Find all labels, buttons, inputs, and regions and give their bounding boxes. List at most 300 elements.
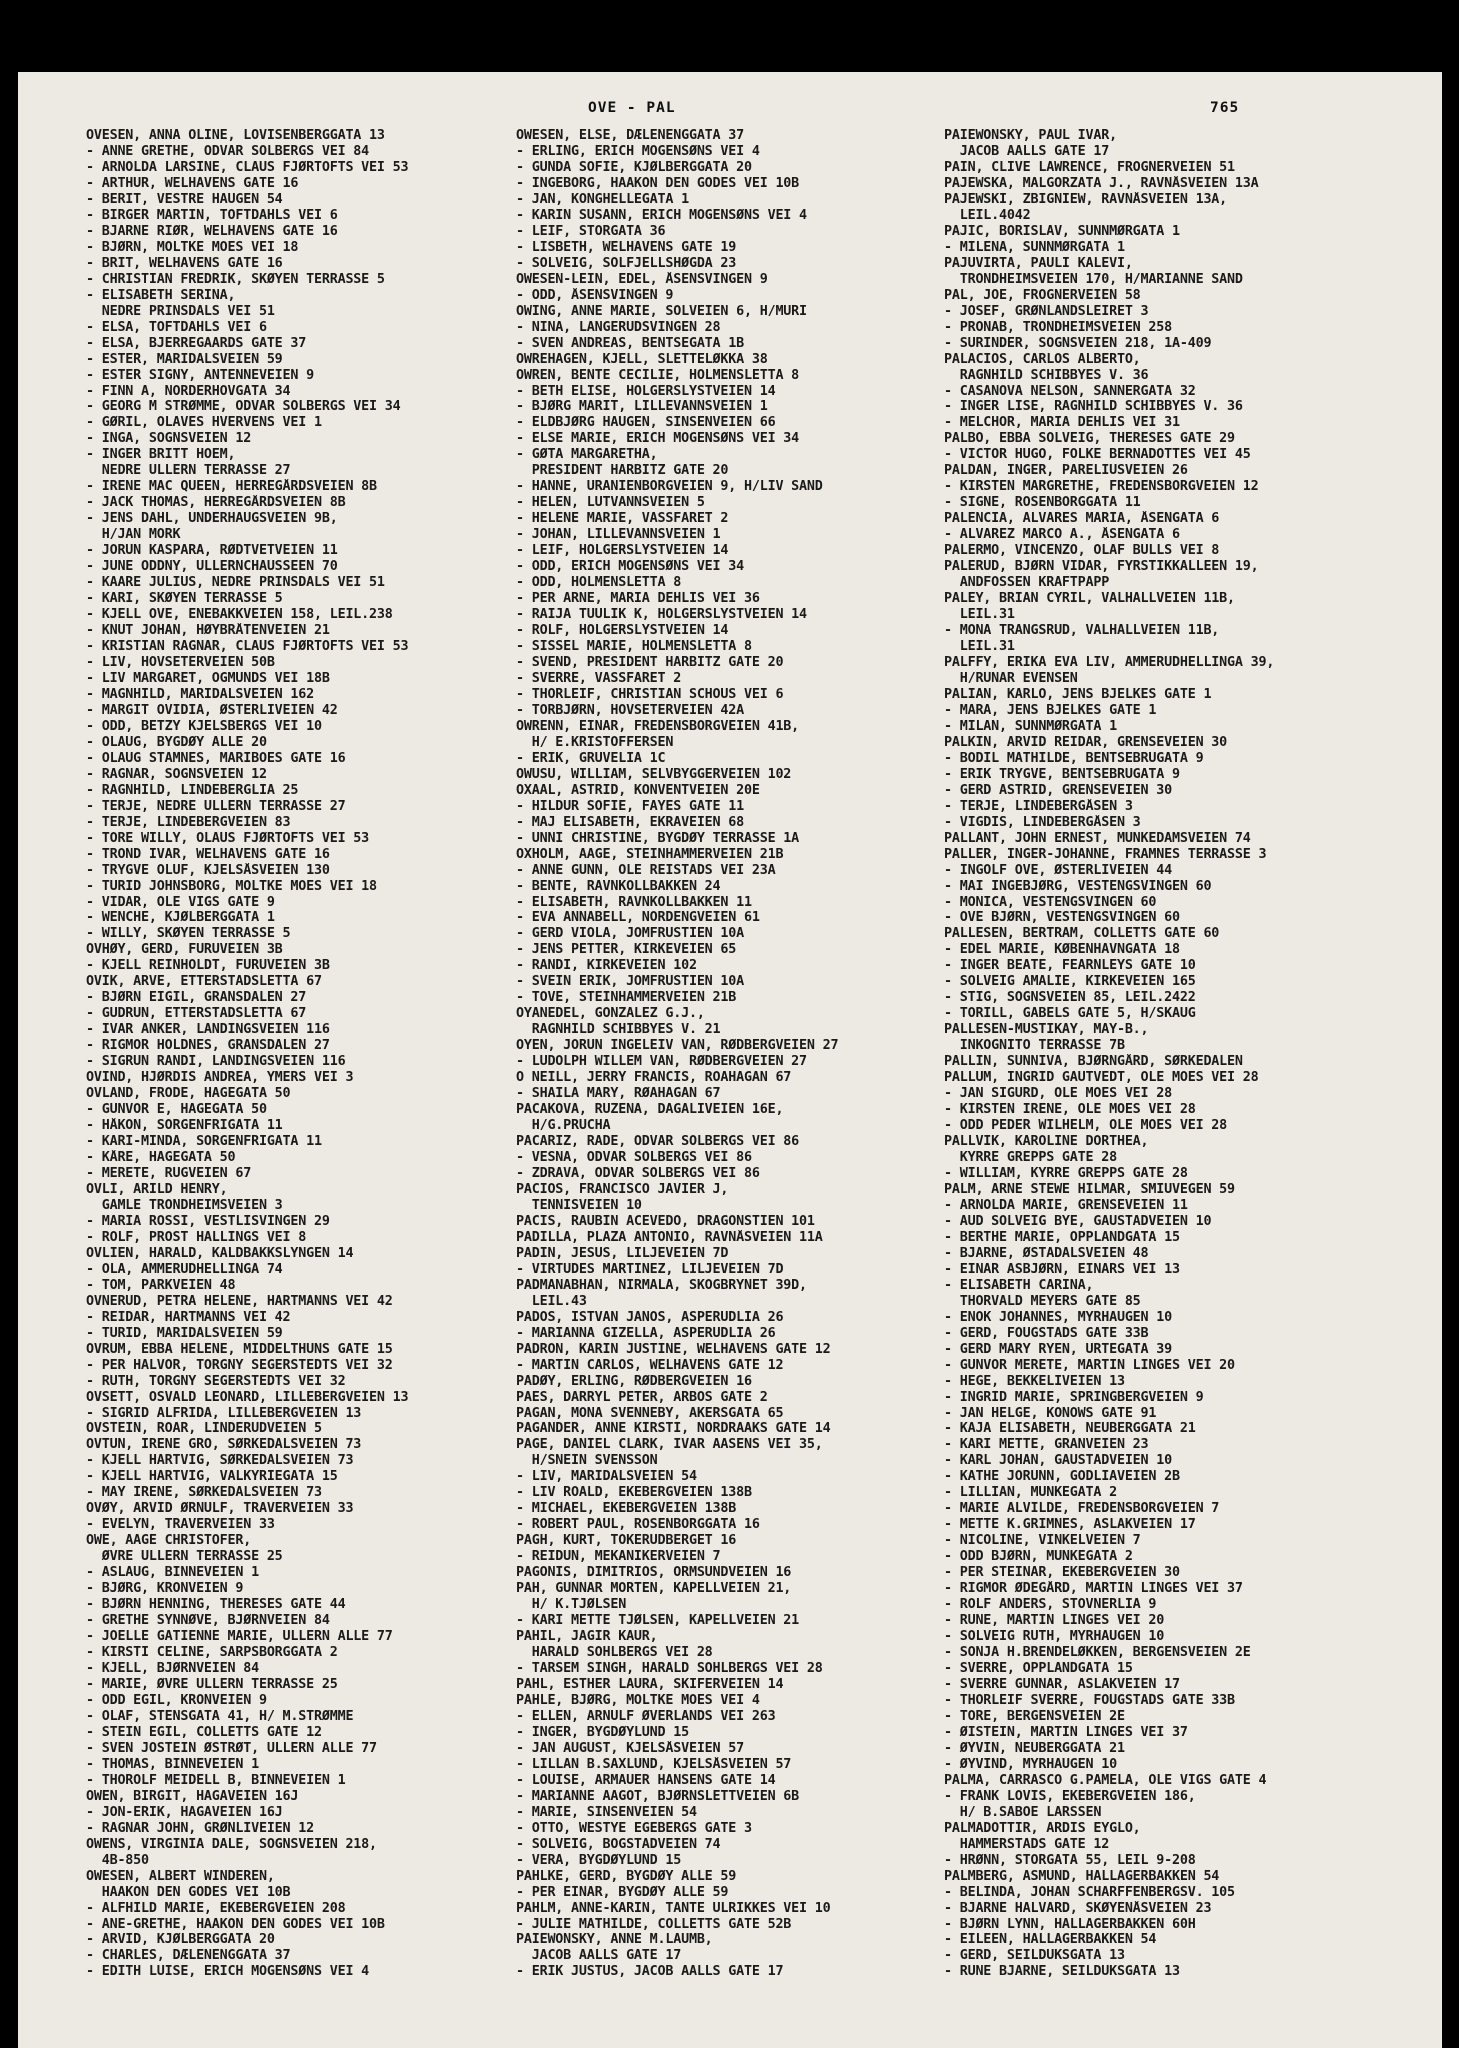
- directory-entry-line: - LIV ROALD, EKEBERGVEIEN 138B: [516, 1485, 752, 1501]
- directory-entry-line: - STIG, SOGNSVEIEN 85, LEIL.2422: [944, 990, 1196, 1006]
- directory-entry-line: - HEGE, BEKKELIVEIEN 13: [944, 1373, 1125, 1389]
- directory-entry-line: OWESEN, ALBERT WINDEREN,: [86, 1868, 275, 1884]
- directory-entry-line: - TORE, BERGENSVEIEN 2E: [944, 1708, 1125, 1724]
- listing-column-1: [86, 128, 518, 1980]
- directory-entry-line: - EINAR ASBJØRN, EINARS VEI 13: [944, 1261, 1180, 1277]
- directory-entry-line: OWEN, BIRGIT, HAGAVEIEN 16J: [86, 1788, 299, 1804]
- directory-entry-line: - KJELL OVE, ENEBAKKVEIEN 158, LEIL.238: [86, 607, 393, 623]
- directory-entry-line: - MICHAEL, EKEBERGVEIEN 138B: [516, 1501, 737, 1517]
- directory-entry-line: - THOMAS, BINNEVEIEN 1: [86, 1756, 259, 1772]
- directory-entry-line: INKOGNITO TERRASSE 7B: [944, 1038, 1125, 1054]
- directory-entry-line: - SIGNE, ROSENBORGGATA 11: [944, 495, 1141, 511]
- directory-entry-line: - GERD, SEILDUKSGATA 13: [944, 1948, 1125, 1964]
- directory-entry-line: - EVA ANNABELL, NORDENGVEIEN 61: [516, 910, 760, 926]
- directory-entry-line: OWESEN-LEIN, EDEL, ÅSENSVINGEN 9: [516, 271, 768, 287]
- directory-entry-line: - MILAN, SUNNMØRGATA 1: [944, 718, 1117, 734]
- directory-entry-line: THORVALD MEYERS GATE 85: [944, 1293, 1141, 1309]
- directory-entry-line: - SVEIN ERIK, JOMFRUSTIEN 10A: [516, 974, 744, 990]
- directory-entry-line: - VIGDIS, LINDEBERGÅSEN 3: [944, 814, 1141, 830]
- directory-entry-line: - KIRSTEN IRENE, OLE MOES VEI 28: [944, 1102, 1196, 1118]
- directory-entry-line: H/G.PRUCHA: [516, 1118, 611, 1134]
- directory-entry-line: ØVRE ULLERN TERRASSE 25: [86, 1549, 283, 1565]
- directory-entry-line: - GUNVOR E, HAGEGATA 50: [86, 1102, 267, 1118]
- directory-entry-line: - RAGNHILD, LINDEBERGLIA 25: [86, 782, 299, 798]
- directory-entry-line: PADØY, ERLING, RØDBERGVEIEN 16: [516, 1373, 752, 1389]
- directory-entry-line: - MAY IRENE, SØRKEDALSVEIEN 73: [86, 1485, 322, 1501]
- directory-entry-line: OVRUM, EBBA HELENE, MIDDELTHUNS GATE 15: [86, 1341, 393, 1357]
- directory-entry-line: JACOB AALLS GATE 17: [516, 1948, 682, 1964]
- directory-entry-line: - RAIJA TUULIK K, HOLGERSLYSTVEIEN 14: [516, 607, 807, 623]
- directory-entry-line: PALEY, BRIAN CYRIL, VALHALLVEIEN 11B,: [944, 591, 1235, 607]
- directory-entry-line: - BIRGER MARTIN, TOFTDAHLS VEI 6: [86, 207, 338, 223]
- directory-entry-line: PAHLE, BJØRG, MOLTKE MOES VEI 4: [516, 1692, 760, 1708]
- directory-entry-line: PALDAN, INGER, PARELIUSVEIEN 26: [944, 463, 1188, 479]
- directory-entry-line: - ELSA, TOFTDAHLS VEI 6: [86, 319, 267, 335]
- directory-entry-line: - KATHE JORUNN, GODLIAVEIEN 2B: [944, 1469, 1180, 1485]
- directory-entry-line: - MARIANNA GIZELLA, ASPERUDLIA 26: [516, 1325, 776, 1341]
- directory-entry-line: - SISSEL MARIE, HOLMENSLETTA 8: [516, 639, 752, 654]
- directory-entry-line: PAGH, KURT, TOKERUDBERGET 16: [516, 1533, 737, 1549]
- directory-entry-line: OVLI, ARILD HENRY,: [86, 1181, 228, 1197]
- directory-entry-line: - RAGNAR JOHN, GRØNLIVEIEN 12: [86, 1820, 314, 1836]
- directory-entry-line: - ODD EGIL, KRONVEIEN 9: [86, 1692, 267, 1708]
- directory-entry-line: OVTUN, IRENE GRO, SØRKEDALSVEIEN 73: [86, 1437, 362, 1453]
- directory-entry-line: H/SNEIN SVENSSON: [516, 1453, 658, 1469]
- directory-entry-line: PAGONIS, DIMITRIOS, ORMSUNDVEIEN 16: [516, 1565, 792, 1581]
- directory-entry-line: - LISBETH, WELHAVENS GATE 19: [516, 239, 737, 255]
- directory-entry-line: OYANEDEL, GONZALEZ G.J.,: [516, 1006, 705, 1022]
- directory-entry-line: - WILLY, SKØYEN TERRASSE 5: [86, 926, 291, 942]
- directory-entry-line: - INGEBORG, HAAKON DEN GODES VEI 10B: [516, 175, 800, 191]
- directory-entry-line: LEIL.31: [944, 607, 1015, 623]
- directory-entry-line: - JAN, KONGHELLEGATA 1: [516, 191, 689, 207]
- directory-entry-line: - KAARE JULIUS, NEDRE PRINSDALS VEI 51: [86, 575, 385, 591]
- directory-entry-line: - VICTOR HUGO, FOLKE BERNADOTTES VEI 45: [944, 447, 1251, 463]
- directory-entry-line: - ERIK, GRUVELIA 1C: [516, 750, 666, 766]
- directory-entry-line: - ØYVIN, NEUBERGGATA 21: [944, 1740, 1125, 1756]
- directory-entry-line: - MARIANNE AAGOT, BJØRNSLETTVEIEN 6B: [516, 1788, 800, 1804]
- directory-entry-line: - JENS DAHL, UNDERHAUGSVEIEN 9B,: [86, 511, 338, 527]
- directory-entry-line: PAHL, ESTHER LAURA, SKIFERVEIEN 14: [516, 1676, 784, 1692]
- directory-entry-line: - JUNE ODDNY, ULLERNCHAUSSEEN 70: [86, 559, 338, 575]
- directory-entry-line: - TORILL, GABELS GATE 5, H/SKAUG: [944, 1006, 1196, 1022]
- directory-entry-line: - MARIA ROSSI, VESTLISVINGEN 29: [86, 1213, 330, 1229]
- directory-entry-line: - LILLIAN, MUNKEGATA 2: [944, 1485, 1117, 1501]
- directory-entry-line: PADIN, JESUS, LILJEVEIEN 7D: [516, 1245, 729, 1261]
- directory-entry-line: - ARNOLDA MARIE, GRENSEVEIEN 11: [944, 1197, 1188, 1213]
- directory-entry-line: - TORBJØRN, HOVSETERVEIEN 42A: [516, 702, 744, 718]
- directory-entry-line: - GUNVOR MERETE, MARTIN LINGES VEI 20: [944, 1357, 1235, 1373]
- directory-entry-line: - BJARNE HALVARD, SKØYENÅSVEIEN 23: [944, 1900, 1212, 1916]
- directory-entry-line: OVIND, HJØRDIS ANDREA, YMERS VEI 3: [86, 1070, 354, 1086]
- directory-entry-line: - GØRIL, OLAVES HVERVENS VEI 1: [86, 415, 322, 431]
- directory-entry-line: - AUD SOLVEIG BYE, GAUSTADVEIEN 10: [944, 1213, 1212, 1229]
- directory-entry-line: PALLANT, JOHN ERNEST, MUNKEDAMSVEIEN 74: [944, 830, 1251, 846]
- listing-column-2: [516, 128, 948, 1980]
- directory-entry-line: PALFFY, ERIKA EVA LIV, AMMERUDHELLINGA 39,: [944, 654, 1275, 670]
- directory-entry-line: - ALFHILD MARIE, EKEBERGVEIEN 208: [86, 1900, 346, 1916]
- directory-entry-line: PALLUM, INGRID GAUTVEDT, OLE MOES VEI 28: [944, 1070, 1259, 1086]
- directory-entry-line: - WILLIAM, KYRRE GREPPS GATE 28: [944, 1165, 1188, 1181]
- directory-entry-line: - OLAUG STAMNES, MARIBOES GATE 16: [86, 750, 346, 766]
- directory-entry-line: - MONA TRANGSRUD, VALHALLVEIEN 11B,: [944, 623, 1220, 639]
- directory-entry-line: - BJARNE RIØR, WELHAVENS GATE 16: [86, 223, 338, 239]
- directory-entry-line: - TURID JOHNSBORG, MOLTKE MOES VEI 18: [86, 878, 377, 894]
- directory-entry-line: - RIGMOR HOLDNES, GRANSDALEN 27: [86, 1038, 330, 1054]
- directory-entry-line: - ODD, ÅSENSVINGEN 9: [516, 287, 674, 303]
- directory-entry-line: - CHARLES, DÆLENENGGATA 37: [86, 1948, 291, 1964]
- directory-entry-line: - SIGRUN RANDI, LANDINGSVEIEN 116: [86, 1054, 346, 1070]
- directory-entry-line: OWING, ANNE MARIE, SOLVEIEN 6, H/MURI: [516, 303, 807, 319]
- directory-entry-line: - ODD, BETZY KJELSBERGS VEI 10: [86, 718, 322, 734]
- directory-entry-line: - BERIT, VESTRE HAUGEN 54: [86, 191, 283, 207]
- directory-entry-line: OWREN, BENTE CECILIE, HOLMENSLETTA 8: [516, 367, 800, 383]
- directory-entry-line: PALKIN, ARVID REIDAR, GRENSEVEIEN 30: [944, 734, 1228, 750]
- directory-entry-line: PADOS, ISTVAN JANOS, ASPERUDLIA 26: [516, 1309, 784, 1325]
- directory-entry-line: - JULIE MATHILDE, COLLETTS GATE 52B: [516, 1916, 792, 1932]
- directory-entry-line: - BJØRG, KRONVEIEN 9: [86, 1581, 244, 1597]
- directory-entry-line: - MARA, JENS BJELKES GATE 1: [944, 702, 1157, 718]
- directory-entry-line: - SOLVEIG, BOGSTADVEIEN 74: [516, 1836, 721, 1852]
- directory-entry-line: - GUDRUN, ETTERSTADSLETTA 67: [86, 1006, 307, 1022]
- directory-entry-line: OVHØY, GERD, FURUVEIEN 3B: [86, 942, 283, 958]
- directory-entry-line: PAL, JOE, FROGNERVEIEN 58: [944, 287, 1141, 303]
- directory-entry-line: OXAAL, ASTRID, KONVENTVEIEN 20E: [516, 782, 760, 798]
- directory-entry-line: PAES, DARRYL PETER, ARBOS GATE 2: [516, 1389, 768, 1405]
- directory-entry-line: - SVEN ANDREAS, BENTSEGATA 1B: [516, 335, 744, 351]
- directory-entry-line: - OLA, AMMERUDHELLINGA 74: [86, 1261, 283, 1277]
- directory-entry-line: - BJØRN EIGIL, GRANSDALEN 27: [86, 990, 307, 1006]
- directory-entry-line: - JENS PETTER, KIRKEVEIEN 65: [516, 942, 737, 958]
- directory-entry-line: PADRON, KARIN JUSTINE, WELHAVENS GATE 12: [516, 1341, 831, 1357]
- directory-entry-line: - INGRID MARIE, SPRINGBERGVEIEN 9: [944, 1389, 1204, 1405]
- directory-entry-line: - TARSEM SINGH, HARALD SOHLBERGS VEI 28: [516, 1661, 823, 1676]
- directory-entry-line: PAHLM, ANNE-KARIN, TANTE ULRIKKES VEI 10: [516, 1900, 831, 1916]
- directory-entry-line: PALENCIA, ALVARES MARIA, ÅSENGATA 6: [944, 511, 1220, 527]
- directory-entry-line: - SVEN JOSTEIN ØSTRØT, ULLERN ALLE 77: [86, 1740, 377, 1756]
- directory-entry-line: - GERD, FOUGSTADS GATE 33B: [944, 1325, 1149, 1341]
- directory-entry-line: - SVERRE GUNNAR, ASLAKVEIEN 17: [944, 1676, 1180, 1692]
- directory-entry-line: - OTTO, WESTYE EGEBERGS GATE 3: [516, 1820, 752, 1836]
- directory-entry-line: - INGA, SOGNSVEIEN 12: [86, 431, 252, 447]
- directory-entry-line: - EDITH LUISE, ERICH MOGENSØNS VEI 4: [86, 1964, 370, 1980]
- directory-entry-line: - ELISABETH CARINA,: [944, 1277, 1094, 1293]
- directory-entry-line: - SOLVEIG, SOLFJELLSHØGDA 23: [516, 255, 737, 271]
- directory-entry-line: - PER ARNE, MARIA DEHLIS VEI 36: [516, 591, 760, 607]
- directory-entry-line: - KIRSTEN MARGRETHE, FREDENSBORGVEIEN 12: [944, 479, 1259, 495]
- directory-entry-line: - MELCHOR, MARIA DEHLIS VEI 31: [944, 415, 1180, 431]
- directory-entry-line: - OLAUG, BYGDØY ALLE 20: [86, 734, 267, 750]
- directory-entry-line: - KRISTIAN RAGNAR, CLAUS FJØRTOFTS VEI 53: [86, 639, 409, 654]
- directory-entry-line: - HILDUR SOFIE, FAYES GATE 11: [516, 798, 744, 814]
- directory-entry-line: - ELLEN, ARNULF ØVERLANDS VEI 263: [516, 1708, 776, 1724]
- directory-entry-line: - ERIK TRYGVE, BENTSEBRUGATA 9: [944, 766, 1180, 782]
- directory-entry-line: PALIAN, KARLO, JENS BJELKES GATE 1: [944, 686, 1212, 702]
- directory-entry-line: PALLER, INGER-JOHANNE, FRAMNES TERRASSE 3: [944, 846, 1267, 862]
- directory-entry-line: - ELSE MARIE, ERICH MOGENSØNS VEI 34: [516, 431, 800, 447]
- directory-entry-line: OWESEN, ELSE, DÆLENENGGATA 37: [516, 128, 744, 143]
- page-header: [18, 100, 1442, 124]
- directory-entry-line: - SURINDER, SOGNSVEIEN 218, 1A-409: [944, 335, 1212, 351]
- directory-entry-line: - SVERRE, VASSFARET 2: [516, 670, 682, 686]
- directory-entry-line: - HELENE MARIE, VASSFARET 2: [516, 511, 729, 527]
- directory-entry-line: - ANNE GUNN, OLE REISTADS VEI 23A: [516, 862, 776, 878]
- directory-entry-line: - VIDAR, OLE VIGS GATE 9: [86, 894, 275, 910]
- directory-entry-line: - TURID, MARIDALSVEIEN 59: [86, 1325, 283, 1341]
- directory-entry-line: PACARIZ, RADE, ODVAR SOLBERGS VEI 86: [516, 1134, 800, 1150]
- directory-entry-line: - ARTHUR, WELHAVENS GATE 16: [86, 175, 299, 191]
- directory-entry-line: - ARVID, KJØLBERGGATA 20: [86, 1932, 275, 1948]
- directory-entry-line: H/ B.SABOE LARSSEN: [944, 1804, 1102, 1820]
- directory-entry-line: - JOELLE GATIENNE MARIE, ULLERN ALLE 77: [86, 1629, 393, 1645]
- directory-entry-line: - ARNOLDA LARSINE, CLAUS FJØRTOFTS VEI 53: [86, 159, 409, 175]
- directory-entry-line: PALMBERG, ASMUND, HALLAGERBAKKEN 54: [944, 1868, 1220, 1884]
- directory-entry-line: - ELSA, BJERREGAARDS GATE 37: [86, 335, 307, 351]
- directory-entry-line: PALERMO, VINCENZO, OLAF BULLS VEI 8: [944, 543, 1220, 559]
- directory-entry-line: - INGER, BYGDØYLUND 15: [516, 1724, 689, 1740]
- directory-entry-line: - ØISTEIN, MARTIN LINGES VEI 37: [944, 1724, 1188, 1740]
- directory-entry-line: OVSTEIN, ROAR, LINDERUDVEIEN 5: [86, 1421, 322, 1437]
- page-number: 765: [1210, 100, 1240, 116]
- directory-entry-line: ANDFOSSEN KRAFTPAPP: [944, 575, 1110, 591]
- directory-entry-line: - MARGIT OVIDIA, ØSTERLIVEIEN 42: [86, 702, 338, 718]
- directory-entry-line: - GUNDA SOFIE, KJØLBERGGATA 20: [516, 159, 752, 175]
- directory-entry-line: KYRRE GREPPS GATE 28: [944, 1150, 1117, 1165]
- directory-entry-line: - IVAR ANKER, LANDINGSVEIEN 116: [86, 1022, 330, 1038]
- directory-entry-line: OXHOLM, AAGE, STEINHAMMERVEIEN 21B: [516, 846, 784, 862]
- directory-entry-line: PALLESEN-MUSTIKAY, MAY-B.,: [944, 1022, 1149, 1038]
- directory-entry-line: - BJARNE, ØSTADALSVEIEN 48: [944, 1245, 1149, 1261]
- directory-entry-line: - LIV MARGARET, OGMUNDS VEI 18B: [86, 670, 330, 686]
- directory-entry-line: - BETH ELISE, HOLGERSLYSTVEIEN 14: [516, 383, 776, 399]
- directory-entry-line: - GRETHE SYNNØVE, BJØRNVEIEN 84: [86, 1613, 330, 1629]
- directory-entry-line: - ØYVIND, MYRHAUGEN 10: [944, 1756, 1117, 1772]
- directory-entry-line: - ZDRAVA, ODVAR SOLBERGS VEI 86: [516, 1165, 760, 1181]
- directory-entry-line: PALLVIK, KAROLINE DORTHEA,: [944, 1134, 1149, 1150]
- directory-entry-line: - JACK THOMAS, HERREGÅRDSVEIEN 8B: [86, 495, 346, 511]
- directory-entry-line: PAJUVIRTA, PAULI KALEVI,: [944, 255, 1133, 271]
- directory-entry-line: - LILLAN B.SAXLUND, KJELSÅSVEIEN 57: [516, 1756, 792, 1772]
- directory-entry-line: - RUTH, TORGNY SEGERSTEDTS VEI 32: [86, 1373, 346, 1389]
- directory-entry-line: PAIEWONSKY, PAUL IVAR,: [944, 128, 1117, 143]
- directory-entry-line: PAH, GUNNAR MORTEN, KAPELLVEIEN 21,: [516, 1581, 792, 1597]
- directory-entry-line: - ALVAREZ MARCO A., ÅSENGATA 6: [944, 527, 1180, 543]
- directory-entry-line: - BJØRN, MOLTKE MOES VEI 18: [86, 239, 299, 255]
- directory-entry-line: - JOHAN, LILLEVANNSVEIEN 1: [516, 527, 721, 543]
- directory-entry-line: - REIDUN, MEKANIKERVEIEN 7: [516, 1549, 721, 1565]
- directory-entry-line: - RANDI, KIRKEVEIEN 102: [516, 958, 697, 974]
- directory-entry-line: - HÅKON, SORGENFRIGATA 11: [86, 1118, 283, 1134]
- directory-entry-line: PALLIN, SUNNIVA, BJØRNGÅRD, SØRKEDALEN: [944, 1054, 1243, 1070]
- directory-entry-line: - MAGNHILD, MARIDALSVEIEN 162: [86, 686, 314, 702]
- directory-entry-line: - KARI-MINDA, SORGENFRIGATA 11: [86, 1134, 322, 1150]
- directory-entry-line: - THORLEIF, CHRISTIAN SCHOUS VEI 6: [516, 686, 784, 702]
- directory-entry-line: - JAN HELGE, KONOWS GATE 91: [944, 1405, 1157, 1421]
- directory-entry-line: - IRENE MAC QUEEN, HERREGÅRDSVEIEN 8B: [86, 479, 377, 495]
- directory-entry-line: OWUSU, WILLIAM, SELVBYGGERVEIEN 102: [516, 766, 792, 782]
- directory-entry-line: - BJØRN LYNN, HALLAGERBAKKEN 60H: [944, 1916, 1196, 1932]
- directory-entry-line: - GEORG M STRØMME, ODVAR SOLBERGS VEI 34: [86, 399, 401, 415]
- directory-entry-line: - LEIF, HOLGERSLYSTVEIEN 14: [516, 543, 729, 559]
- directory-entry-line: - MILENA, SUNNMØRGATA 1: [944, 239, 1125, 255]
- directory-entry-line: - OLAF, STENSGATA 41, H/ M.STRØMME: [86, 1708, 354, 1724]
- directory-entry-line: H/RUNAR EVENSEN: [944, 670, 1078, 686]
- directory-entry-line: - ROLF, HOLGERSLYSTVEIEN 14: [516, 623, 729, 639]
- directory-entry-line: - METTE K.GRIMNES, ASLAKVEIEN 17: [944, 1517, 1196, 1533]
- directory-entry-line: - KJELL HARTVIG, SØRKEDALSVEIEN 73: [86, 1453, 354, 1469]
- directory-entry-line: PAJEWSKA, MALGORZATA J., RAVNÅSVEIEN 13A: [944, 175, 1259, 191]
- directory-entry-line: GAMLE TRONDHEIMSVEIEN 3: [86, 1197, 283, 1213]
- directory-entry-line: OWE, AAGE CHRISTOFER,: [86, 1533, 252, 1549]
- directory-entry-line: - BJØRG MARIT, LILLEVANNSVEIEN 1: [516, 399, 768, 415]
- directory-entry-line: JACOB AALLS GATE 17: [944, 143, 1110, 159]
- directory-entry-line: OVØY, ARVID ØRNULF, TRAVERVEIEN 33: [86, 1501, 354, 1517]
- directory-entry-line: - EDEL MARIE, KØBENHAVNGATA 18: [944, 942, 1180, 958]
- directory-entry-line: - LUDOLPH WILLEM VAN, RØDBERGVEIEN 27: [516, 1054, 807, 1070]
- directory-entry-line: - TERJE, LINDEBERGÅSEN 3: [944, 798, 1133, 814]
- directory-entry-line: O NEILL, JERRY FRANCIS, ROAHAGAN 67: [516, 1070, 792, 1086]
- directory-entry-line: - JAN SIGURD, OLE MOES VEI 28: [944, 1086, 1172, 1102]
- directory-entry-line: - BRIT, WELHAVENS GATE 16: [86, 255, 283, 271]
- directory-entry-line: OYEN, JORUN INGELEIV VAN, RØDBERGVEIEN 27: [516, 1038, 839, 1054]
- directory-entry-line: PAIEWONSKY, ANNE M.LAUMB,: [516, 1932, 713, 1948]
- directory-entry-line: H/ K.TJØLSEN: [516, 1597, 627, 1613]
- directory-page: [18, 72, 1442, 2048]
- directory-entry-line: PRESIDENT HARBITZ GATE 20: [516, 463, 729, 479]
- directory-entry-line: - SONJA H.BRENDELØKKEN, BERGENSVEIEN 2E: [944, 1645, 1251, 1661]
- directory-entry-line: OVLIEN, HARALD, KALDBAKKSLYNGEN 14: [86, 1245, 354, 1261]
- directory-entry-line: OVESEN, ANNA OLINE, LOVISENBERGGATA 13: [86, 128, 385, 143]
- directory-entry-line: PADILLA, PLAZA ANTONIO, RAVNÅSVEIEN 11A: [516, 1229, 823, 1245]
- directory-entry-line: - ANNE GRETHE, ODVAR SOLBERGS VEI 84: [86, 143, 370, 159]
- directory-entry-line: PALBO, EBBA SOLVEIG, THERESES GATE 29: [944, 431, 1235, 447]
- directory-entry-line: OVNERUD, PETRA HELENE, HARTMANNS VEI 42: [86, 1293, 393, 1309]
- directory-entry-line: - ELISABETH SERINA,: [86, 287, 236, 303]
- directory-entry-line: OVIK, ARVE, ETTERSTADSLETTA 67: [86, 974, 322, 990]
- directory-entry-line: - KJELL, BJØRNVEIEN 84: [86, 1661, 259, 1676]
- directory-entry-line: - ERIK JUSTUS, JACOB AALLS GATE 17: [516, 1964, 784, 1980]
- directory-entry-line: - KNUT JOHAN, HØYBRÅTENVEIEN 21: [86, 623, 330, 639]
- directory-entry-line: - JORUN KASPARA, RØDTVETVEIEN 11: [86, 543, 338, 559]
- directory-entry-line: - BENTE, RAVNKOLLBAKKEN 24: [516, 878, 721, 894]
- directory-entry-line: - MARIE, ØVRE ULLERN TERRASSE 25: [86, 1676, 338, 1692]
- directory-entry-line: PAGANDER, ANNE KIRSTI, NORDRAAKS GATE 14: [516, 1421, 831, 1437]
- directory-entry-line: - ASLAUG, BINNEVEIEN 1: [86, 1565, 259, 1581]
- directory-entry-line: - FRANK LOVIS, EKEBERGVEIEN 186,: [944, 1788, 1196, 1804]
- directory-entry-line: H/ E.KRISTOFFERSEN: [516, 734, 674, 750]
- directory-entry-line: PAHLKE, GERD, BYGDØY ALLE 59: [516, 1868, 737, 1884]
- directory-entry-line: - INGER BRITT HOEM,: [86, 447, 236, 463]
- directory-entry-line: - PER STEINAR, EKEBERGVEIEN 30: [944, 1565, 1180, 1581]
- directory-entry-line: LEIL.4042: [944, 207, 1031, 223]
- directory-entry-line: PADMANABHAN, NIRMALA, SKOGBRYNET 39D,: [516, 1277, 807, 1293]
- directory-entry-line: - BERTHE MARIE, OPPLANDGATA 15: [944, 1229, 1180, 1245]
- directory-entry-line: - SVEND, PRESIDENT HARBITZ GATE 20: [516, 654, 784, 670]
- directory-entry-line: - KAJA ELISABETH, NEUBERGGATA 21: [944, 1421, 1196, 1437]
- directory-entry-line: - RAGNAR, SOGNSVEIEN 12: [86, 766, 267, 782]
- directory-entry-line: OWREHAGEN, KJELL, SLETTELØKKA 38: [516, 351, 768, 367]
- directory-entry-line: - KARI METTE TJØLSEN, KAPELLVEIEN 21: [516, 1613, 800, 1629]
- directory-entry-line: - PRONAB, TRONDHEIMSVEIEN 258: [944, 319, 1172, 335]
- directory-entry-line: - TORE WILLY, OLAUS FJØRTOFTS VEI 53: [86, 830, 370, 846]
- directory-entry-line: TENNISVEIEN 10: [516, 1197, 642, 1213]
- directory-entry-line: - INGER BEATE, FEARNLEYS GATE 10: [944, 958, 1196, 974]
- directory-entry-line: - KARI METTE, GRANVEIEN 23: [944, 1437, 1149, 1453]
- directory-entry-line: - SIGRID ALFRIDA, LILLEBERGVEIEN 13: [86, 1405, 362, 1421]
- directory-entry-line: - KARL JOHAN, GAUSTADVEIEN 10: [944, 1453, 1172, 1469]
- directory-entry-line: - JAN AUGUST, KJELSÅSVEIEN 57: [516, 1740, 744, 1756]
- directory-entry-line: PALMADOTTIR, ARDIS EYGLO,: [944, 1820, 1141, 1836]
- directory-entry-line: - TERJE, LINDEBERGVEIEN 83: [86, 814, 291, 830]
- directory-entry-line: LEIL.43: [516, 1293, 587, 1309]
- directory-entry-line: - STEIN EGIL, COLLETTS GATE 12: [86, 1724, 322, 1740]
- directory-entry-line: - KIRSTI CELINE, SARPSBORGGATA 2: [86, 1645, 338, 1661]
- directory-entry-line: - EVELYN, TRAVERVEIEN 33: [86, 1517, 275, 1533]
- directory-entry-line: OWRENN, EINAR, FREDENSBORGVEIEN 41B,: [516, 718, 800, 734]
- directory-entry-line: - RIGMOR ØDEGÅRD, MARTIN LINGES VEI 37: [944, 1581, 1243, 1597]
- directory-entry-line: - ROBERT PAUL, ROSENBORGGATA 16: [516, 1517, 760, 1533]
- directory-entry-line: - ODD BJØRN, MUNKEGATA 2: [944, 1549, 1133, 1565]
- directory-entry-line: - INGOLF OVE, ØSTERLIVEIEN 44: [944, 862, 1172, 878]
- directory-entry-line: LEIL.31: [944, 639, 1015, 654]
- directory-entry-line: - ENOK JOHANNES, MYRHAUGEN 10: [944, 1309, 1172, 1325]
- directory-entry-line: - SOLVEIG RUTH, MYRHAUGEN 10: [944, 1629, 1165, 1645]
- directory-entry-line: PAJEWSKI, ZBIGNIEW, RAVNÅSVEIEN 13A,: [944, 191, 1228, 207]
- directory-entry-line: PALACIOS, CARLOS ALBERTO,: [944, 351, 1141, 367]
- directory-entry-line: HARALD SOHLBERGS VEI 28: [516, 1645, 713, 1661]
- directory-entry-line: OWENS, VIRGINIA DALE, SOGNSVEIEN 218,: [86, 1836, 377, 1852]
- directory-entry-line: - REIDAR, HARTMANNS VEI 42: [86, 1309, 291, 1325]
- directory-entry-line: - CASANOVA NELSON, SANNERGATA 32: [944, 383, 1196, 399]
- directory-entry-line: - KARIN SUSANN, ERICH MOGENSØNS VEI 4: [516, 207, 807, 223]
- directory-entry-line: - CHRISTIAN FREDRIK, SKØYEN TERRASSE 5: [86, 271, 385, 287]
- directory-entry-line: - HANNE, URANIENBORGVEIEN 9, H/LIV SAND: [516, 479, 823, 495]
- directory-entry-line: PAIN, CLIVE LAWRENCE, FROGNERVEIEN 51: [944, 159, 1235, 175]
- directory-entry-line: - NICOLINE, VINKELVEIEN 7: [944, 1533, 1141, 1549]
- directory-entry-line: PAJIC, BORISLAV, SUNNMØRGATA 1: [944, 223, 1180, 239]
- directory-entry-line: - GERD MARY RYEN, URTEGATA 39: [944, 1341, 1172, 1357]
- directory-entry-line: OVSETT, OSVALD LEONARD, LILLEBERGVEIEN 13: [86, 1389, 409, 1405]
- directory-entry-line: PALM, ARNE STEWE HILMAR, SMIUVEGEN 59: [944, 1181, 1235, 1197]
- directory-entry-line: - EILEEN, HALLAGERBAKKEN 54: [944, 1932, 1157, 1948]
- directory-entry-line: - VIRTUDES MARTINEZ, LILJEVEIEN 7D: [516, 1261, 784, 1277]
- directory-entry-line: - LOUISE, ARMAUER HANSENS GATE 14: [516, 1772, 776, 1788]
- directory-entry-line: PAGAN, MONA SVENNEBY, AKERSGATA 65: [516, 1405, 784, 1421]
- directory-entry-line: - TERJE, NEDRE ULLERN TERRASSE 27: [86, 798, 346, 814]
- directory-entry-line: - MARIE ALVILDE, FREDENSBORGVEIEN 7: [944, 1501, 1220, 1517]
- directory-entry-line: - BODIL MATHILDE, BENTSEBRUGATA 9: [944, 750, 1204, 766]
- directory-entry-line: - ESTER, MARIDALSVEIEN 59: [86, 351, 283, 367]
- directory-entry-line: - NINA, LANGERUDSVINGEN 28: [516, 319, 721, 335]
- directory-entry-line: - THOROLF MEIDELL B, BINNEVEIEN 1: [86, 1772, 346, 1788]
- directory-entry-line: - PER HALVOR, TORGNY SEGERSTEDTS VEI 32: [86, 1357, 393, 1373]
- directory-entry-line: - KARI, SKØYEN TERRASSE 5: [86, 591, 283, 607]
- directory-entry-line: - BELINDA, JOHAN SCHARFFENBERGSV. 105: [944, 1884, 1235, 1900]
- directory-entry-line: PACIOS, FRANCISCO JAVIER J,: [516, 1181, 729, 1197]
- directory-entry-line: PALMA, CARRASCO G.PAMELA, OLE VIGS GATE 4: [944, 1772, 1267, 1788]
- directory-entry-line: - ANE-GRETHE, HAAKON DEN GODES VEI 10B: [86, 1916, 385, 1932]
- directory-entry-line: PALLESEN, BERTRAM, COLLETTS GATE 60: [944, 926, 1220, 942]
- directory-entry-line: - GØTA MARGARETHA,: [516, 447, 658, 463]
- page-title: OVE - PAL: [588, 100, 676, 116]
- directory-entry-line: OVLAND, FRODE, HAGEGATA 50: [86, 1086, 291, 1102]
- directory-entry-line: - BJØRN HENNING, THERESES GATE 44: [86, 1597, 346, 1613]
- directory-entry-line: - WENCHE, KJØLBERGGATA 1: [86, 910, 275, 926]
- directory-entry-line: - SVERRE, OPPLANDGATA 15: [944, 1661, 1133, 1676]
- directory-entry-line: - SHAILA MARY, RØAHAGAN 67: [516, 1086, 721, 1102]
- directory-entry-line: NEDRE PRINSDALS VEI 51: [86, 303, 275, 319]
- directory-entry-line: - MONICA, VESTENGSVINGEN 60: [944, 894, 1157, 910]
